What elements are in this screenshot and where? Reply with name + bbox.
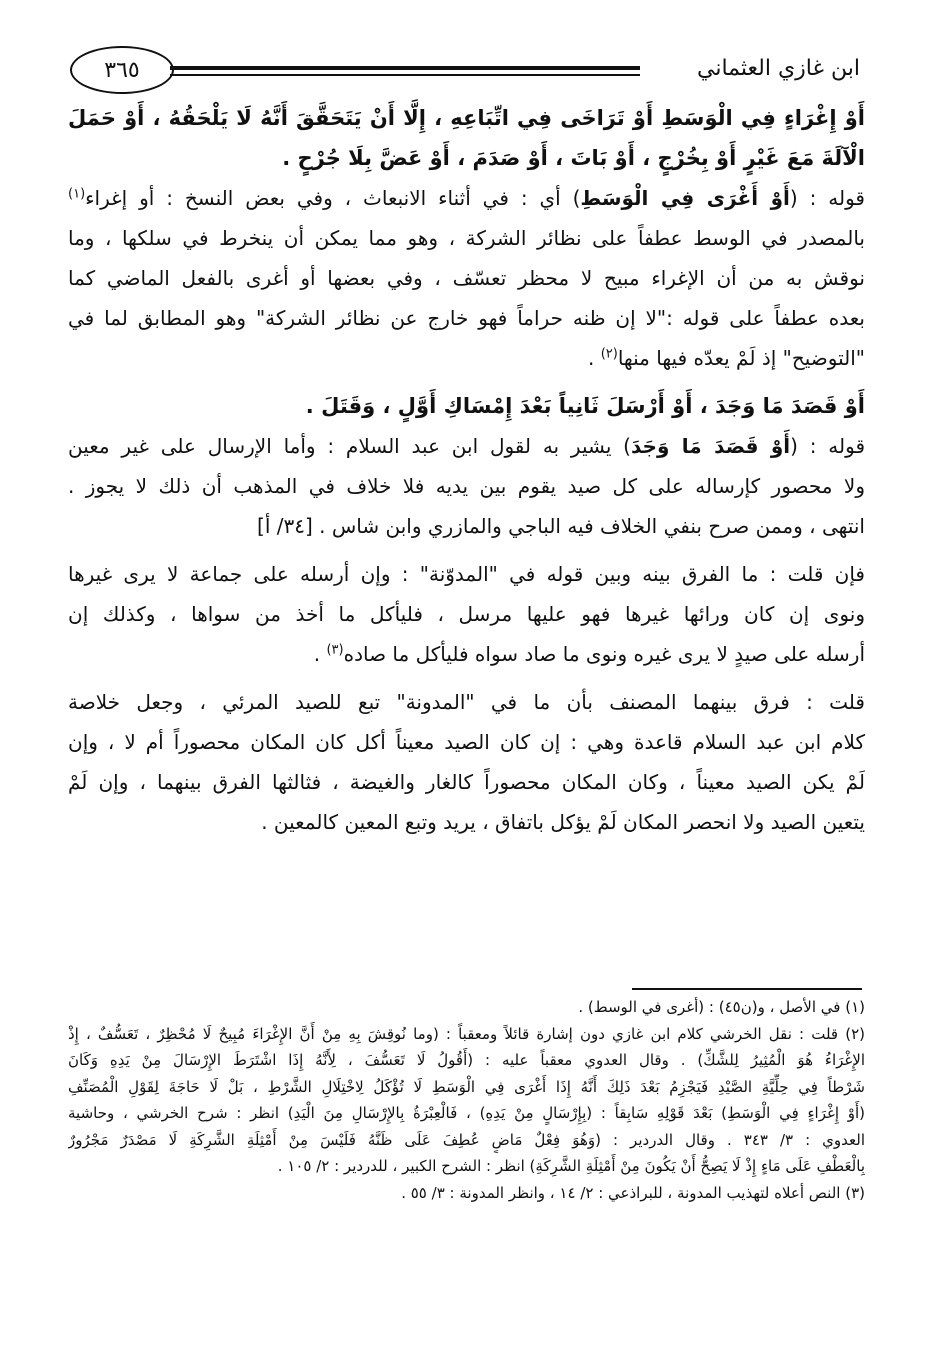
commentary-line: انتهى ، وممن صرح بنفي الخلاف فيه الباجي والمازري وابن شاس . [٣٤/ أ] [257, 514, 865, 538]
footnote-line: شَرْطاً فِي حِلِّيَّةِ الصَّيْدِ فَيَجْزِمُ بَعْدَ ذَلِكَ أَنَّهُ إِذَا أَغْرَى فِي الْوَسَطِ لَا تُؤْكَلُ لِاخْتِلَالِ الشَّرْطِ ، بَلْ لَا حَاجَةَ لِقَوْلِ الْمُصَنِّفِ [68, 1077, 865, 1096]
commentary-line [68, 426, 865, 466]
footnote-marker: (٢) [600, 346, 618, 362]
page-number [70, 46, 174, 94]
commentary-line: بعده عطفاً على قوله :"لا إن ظنه حراماً فهو خارج عن نظائر الشركة" وهو المطابق لما في [68, 306, 865, 330]
commentary-line [68, 178, 865, 218]
footnotes [68, 994, 865, 1206]
text-run: أرسله على صيدٍ لا يرى غيره ونوى ما صاد سواه فليأكل ما صاده [343, 642, 865, 666]
footnote-line: العدوي : ٣/ ٣٤٣ . وقال الدردير : (وَهُوَ فِعْلٌ مَاضٍ عُطِفَ عَلَى ظَنَّهُ فَلَيْسَ مِنْ أَمْثِلَةِ الشَّرِكَةِ لَا مَصْدَرٌ مَجْرُورٌ [68, 1130, 865, 1149]
text-run: قوله : ( [790, 434, 865, 458]
footnote-marker: (١) [68, 186, 86, 202]
commentary-line: ونوى إن كان ورائها غيرها فهو عليها مرسل ، فليأكل ما أخذ من سواها ، وكذلك إن [68, 602, 865, 626]
main-text [68, 98, 865, 842]
commentary-line: فإن قلت : ما الفرق بينه وبين قوله في "المدوّنة" : وإن أرسله على جماعة لا يرى غيرها [68, 562, 865, 586]
text-run: . [587, 346, 601, 370]
lemma: أَوْ أَغْرَى فِي الْوَسَطِ [580, 186, 790, 210]
commentary-line: لَمْ يكن الصيد معيناً ، وكان المكان محصوراً كالغار والغيضة ، فثالثها الفرق بينهما ، وإن لَمْ [68, 770, 865, 794]
commentary-line: قلت : فرق بينهما المصنف بأن ما في "المدونة" تبع للصيد المرئي ، وجعل خلاصة [68, 690, 865, 714]
commentary-line [68, 338, 865, 378]
footnote-line: (١) في الأصل ، و(ن٤٥) : (أغرى في الوسط) . [578, 998, 865, 1016]
commentary-line [68, 634, 865, 674]
footnote-line: بِالْعَطْفِ عَلَى مَاءٍ إِذْ لَا يَصِحُّ أَنْ يَكُونَ مِنْ أَمْثِلَةِ الشَّرِكَةِ) انظر : الشرح الكبير ، للدردير : ٢/ ١٠٥ . [277, 1157, 865, 1175]
commentary-line: كلام ابن عبد السلام قاعدة وهي : إن كان الصيد معيناً أكل كان المكان محصوراً أم لا ، وإن [68, 730, 865, 754]
text-run: "التوضيح" إذ لَمْ يعدّه فيها منها [617, 346, 865, 370]
footnote-line: الإِغْرَاءُ هُوَ الْمُثِيرُ لِلشَّكِّ) . وقال العدوي معقباً عليه : (أَقُولُ لَا تَعَسُّفَ ، لِأَنَّهُ إِذَا اشْتَرَطَ الإِرْسَالَ مِنْ يَدِهِ وَكَانَ [68, 1051, 865, 1069]
footnote-line: (٢) قلت : نقل الخرشي كلام ابن غازي دون إشارة قائلاً ومعقباً : (وما نُوقِشَ بِهِ مِنْ أَنَّ الإِغْرَاءَ مُبِيحٌ لَا مُحْظِرٌ ، تَعَسُّفٌ ، إِذْ [68, 1024, 865, 1043]
commentary-line: بالمصدر في الوسط عطفاً على نظائر الشركة ، وهو مما يمكن أن ينخرط في سلكها ، وما [68, 226, 865, 250]
footnote-line: (أَوْ إِغْرَاءٍ فِي الْوَسَطِ) بَعْدَ قَوْلِهِ سَابِقاً : (بِإِرْسَالٍ مِنْ يَدِهِ) ، فَالْعِبْرَةُ بِالإِرْسَالِ مِنَ الْيَدِ) انظر : شرح الخرشي ، وحاشية [68, 1104, 865, 1122]
text-run: ) أي : في أثناء الانبعاث ، وفي بعض النسخ : أو إغراء [85, 186, 581, 210]
footnote-line: (٣) النص أعلاه لتهذيب المدونة ، للبراذعي : ٢/ ١٤ ، وانظر المدونة : ٣/ ٥٥ . [401, 1183, 865, 1202]
running-title: ابن غازي العثماني [697, 56, 860, 81]
commentary-line: ولا محصور كإرساله على كل صيد يقوم بين يديه فلا خلاف في المذهب أن ذلك لا يجوز . [68, 474, 865, 498]
text-run: . [313, 642, 327, 666]
text-run: ) يشير به لقول ابن عبد السلام : وأما الإرسال على غير معين [68, 434, 631, 458]
page-number-text: ٣٦٥ [104, 57, 140, 83]
spacer [68, 546, 865, 554]
matn-line: الْآلَةَ مَعَ غَيْرٍ أَوْ بِخُرْجٍ ، أَوْ بَاتَ ، أَوْ صَدَمَ ، أَوْ عَضَّ بِلَا جُرْحٍ . [282, 146, 865, 170]
header-rule-thin [170, 74, 640, 76]
spacer [68, 674, 865, 682]
lemma: أَوْ قَصَدَ مَا وَجَدَ [631, 434, 791, 458]
commentary-line: نوقش به من أن الإغراء مبيح لا محظر تعسّف ، وفي بعضها أو أغرى بالفعل الماضي كما [68, 266, 865, 290]
header-rule [170, 66, 640, 70]
footnote-separator [632, 988, 862, 990]
footnote-marker: (٣) [326, 642, 344, 658]
matn-line: أَوْ إِغْرَاءٍ فِي الْوَسَطِ أَوْ تَرَاخَى فِي اتِّبَاعِهِ ، إِلَّا أَنْ يَتَحَقَّقَ أَنَّهُ لَا يَلْحَقُهُ ، أَوْ حَمَلَ [68, 106, 865, 130]
commentary-line: يتعين الصيد ولا انحصر المكان لَمْ يؤكل باتفاق ، يريد وتبع المعين كالمعين . [261, 810, 865, 834]
text-run: قوله : ( [789, 186, 865, 210]
matn-line: أَوْ قَصَدَ مَا وَجَدَ ، أَوْ أَرْسَلَ ثَانِياً بَعْدَ إِمْسَاكِ أَوَّلٍ ، وَقَتَلَ . [305, 394, 865, 418]
page-header [70, 38, 860, 98]
spacer [68, 378, 865, 386]
